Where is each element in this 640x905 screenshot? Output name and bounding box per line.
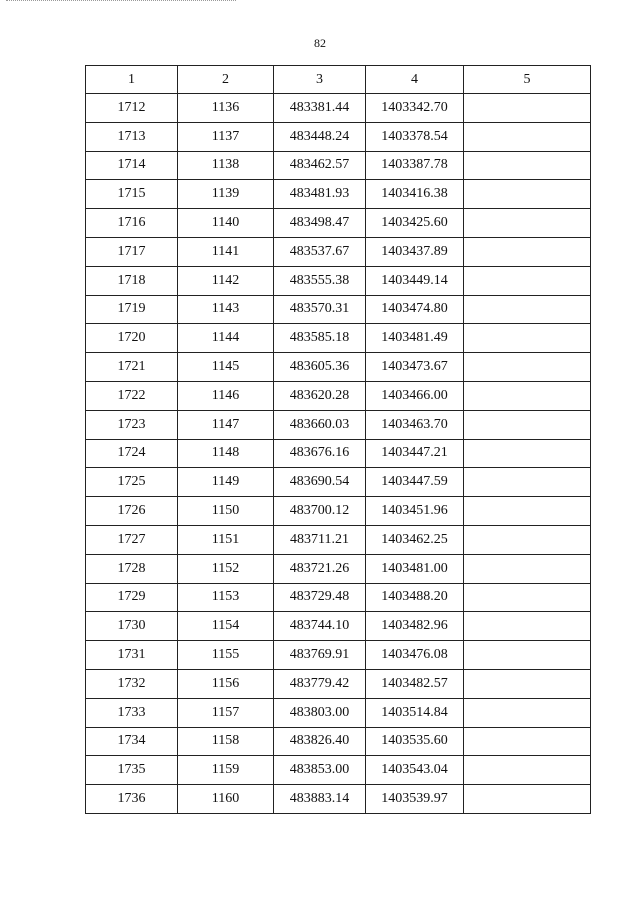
- table-cell: [464, 554, 591, 583]
- table-cell: [464, 612, 591, 641]
- table-cell: [464, 785, 591, 814]
- table-cell: 1732: [86, 669, 178, 698]
- table-cell: 483498.47: [274, 209, 366, 238]
- table-cell: 483537.67: [274, 237, 366, 266]
- table-cell: [464, 266, 591, 295]
- table-cell: 1403447.21: [366, 439, 464, 468]
- table-cell: 1724: [86, 439, 178, 468]
- table-cell: 1403482.57: [366, 669, 464, 698]
- table-cell: 1403535.60: [366, 727, 464, 756]
- table-cell: [464, 583, 591, 612]
- table-cell: 1138: [178, 151, 274, 180]
- table-cell: [464, 151, 591, 180]
- table-row: [86, 554, 591, 583]
- table-cell: 1403466.00: [366, 381, 464, 410]
- table-cell: 1403481.00: [366, 554, 464, 583]
- table-cell: 1154: [178, 612, 274, 641]
- table-cell: 483826.40: [274, 727, 366, 756]
- table-cell: 1403449.14: [366, 266, 464, 295]
- table-row: [86, 698, 591, 727]
- table-cell: 483729.48: [274, 583, 366, 612]
- table-cell: 1403463.70: [366, 410, 464, 439]
- table-cell: [464, 324, 591, 353]
- table-cell: 1403462.25: [366, 525, 464, 554]
- table-cell: 483690.54: [274, 468, 366, 497]
- table-cell: 1403481.49: [366, 324, 464, 353]
- table-cell: [464, 439, 591, 468]
- table-row: [86, 583, 591, 612]
- table-row: [86, 180, 591, 209]
- table-cell: 483803.00: [274, 698, 366, 727]
- table-cell: 483620.28: [274, 381, 366, 410]
- table-cell: 1716: [86, 209, 178, 238]
- table-cell: 1136: [178, 94, 274, 123]
- table-cell: [464, 468, 591, 497]
- table-row: [86, 324, 591, 353]
- table-cell: 1159: [178, 756, 274, 785]
- table-cell: 1719: [86, 295, 178, 324]
- coordinates-table: [85, 65, 591, 814]
- table-cell: 1140: [178, 209, 274, 238]
- table-cell: 1403378.54: [366, 122, 464, 151]
- table-cell: 483700.12: [274, 497, 366, 526]
- table-cell: [464, 727, 591, 756]
- table-cell: 1144: [178, 324, 274, 353]
- table-cell: 483570.31: [274, 295, 366, 324]
- table-cell: [464, 237, 591, 266]
- table-cell: 1717: [86, 237, 178, 266]
- table-row: [86, 94, 591, 123]
- table-cell: 1158: [178, 727, 274, 756]
- table-cell: 1142: [178, 266, 274, 295]
- table-cell: 1713: [86, 122, 178, 151]
- table-cell: 1149: [178, 468, 274, 497]
- table-cell: 483769.91: [274, 641, 366, 670]
- table-cell: 1403482.96: [366, 612, 464, 641]
- table-cell: 1720: [86, 324, 178, 353]
- table-cell: 1718: [86, 266, 178, 295]
- table-cell: 483721.26: [274, 554, 366, 583]
- table-cell: [464, 209, 591, 238]
- table-row: [86, 669, 591, 698]
- table-cell: 1736: [86, 785, 178, 814]
- table-cell: 1148: [178, 439, 274, 468]
- table-cell: 1403342.70: [366, 94, 464, 123]
- table-cell: 1155: [178, 641, 274, 670]
- table-row: [86, 151, 591, 180]
- table-cell: [464, 94, 591, 123]
- table-cell: [464, 641, 591, 670]
- table-cell: 1712: [86, 94, 178, 123]
- column-header: 2: [178, 66, 274, 94]
- table-row: [86, 266, 591, 295]
- table-row: [86, 785, 591, 814]
- table-cell: 483462.57: [274, 151, 366, 180]
- table-row: [86, 641, 591, 670]
- table-cell: [464, 295, 591, 324]
- table-cell: 483660.03: [274, 410, 366, 439]
- table-cell: [464, 381, 591, 410]
- table-cell: 1146: [178, 381, 274, 410]
- table-row: [86, 525, 591, 554]
- table-cell: 1727: [86, 525, 178, 554]
- table-row: [86, 209, 591, 238]
- table-cell: 1403473.67: [366, 353, 464, 382]
- table-cell: [464, 180, 591, 209]
- table-cell: 1403474.80: [366, 295, 464, 324]
- table-cell: 1726: [86, 497, 178, 526]
- table-row: [86, 381, 591, 410]
- table-cell: 1714: [86, 151, 178, 180]
- table-cell: 1725: [86, 468, 178, 497]
- table-cell: 1721: [86, 353, 178, 382]
- table-cell: 1731: [86, 641, 178, 670]
- table-cell: 1403543.04: [366, 756, 464, 785]
- page-number: 82: [314, 36, 326, 50]
- table-row: [86, 122, 591, 151]
- table-cell: 1728: [86, 554, 178, 583]
- table-cell: 1137: [178, 122, 274, 151]
- table-cell: 1141: [178, 237, 274, 266]
- table-header-row: [86, 66, 591, 94]
- table-cell: 483711.21: [274, 525, 366, 554]
- table-cell: 1153: [178, 583, 274, 612]
- table-cell: 1145: [178, 353, 274, 382]
- table-cell: 1735: [86, 756, 178, 785]
- table-cell: 483744.10: [274, 612, 366, 641]
- table-row: [86, 756, 591, 785]
- table-cell: 1403539.97: [366, 785, 464, 814]
- column-header: 4: [366, 66, 464, 94]
- table-row: [86, 410, 591, 439]
- table-cell: 1733: [86, 698, 178, 727]
- column-header: 3: [274, 66, 366, 94]
- table-cell: 1147: [178, 410, 274, 439]
- table-cell: [464, 497, 591, 526]
- table-cell: 1730: [86, 612, 178, 641]
- table-cell: [464, 669, 591, 698]
- table-cell: 483448.24: [274, 122, 366, 151]
- table-cell: 483779.42: [274, 669, 366, 698]
- table-cell: 1403387.78: [366, 151, 464, 180]
- table-row: [86, 612, 591, 641]
- table-body: [86, 94, 591, 814]
- table-cell: [464, 353, 591, 382]
- table-cell: 1722: [86, 381, 178, 410]
- table-cell: 483481.93: [274, 180, 366, 209]
- table-cell: 483585.18: [274, 324, 366, 353]
- table-cell: 483883.14: [274, 785, 366, 814]
- table-cell: 1157: [178, 698, 274, 727]
- table-cell: [464, 698, 591, 727]
- table-cell: 1403514.84: [366, 698, 464, 727]
- table-cell: 483555.38: [274, 266, 366, 295]
- table-cell: 1403425.60: [366, 209, 464, 238]
- table-cell: 1403447.59: [366, 468, 464, 497]
- table-cell: 483605.36: [274, 353, 366, 382]
- table-cell: 1403451.96: [366, 497, 464, 526]
- table-cell: 1160: [178, 785, 274, 814]
- table-cell: 1152: [178, 554, 274, 583]
- table-cell: 1734: [86, 727, 178, 756]
- column-header: 5: [464, 66, 591, 94]
- table-cell: 1151: [178, 525, 274, 554]
- table-cell: 1729: [86, 583, 178, 612]
- table-cell: [464, 756, 591, 785]
- column-header: 1: [86, 66, 178, 94]
- table-cell: 483676.16: [274, 439, 366, 468]
- table-row: [86, 727, 591, 756]
- scan-edge-marks: [6, 0, 236, 4]
- table-cell: 1403437.89: [366, 237, 464, 266]
- table-cell: 483381.44: [274, 94, 366, 123]
- table-cell: 1723: [86, 410, 178, 439]
- table-cell: 1403416.38: [366, 180, 464, 209]
- table-row: [86, 468, 591, 497]
- table-cell: 1143: [178, 295, 274, 324]
- table-cell: 1156: [178, 669, 274, 698]
- table-row: [86, 439, 591, 468]
- table-cell: 1715: [86, 180, 178, 209]
- table-cell: 1139: [178, 180, 274, 209]
- table-row: [86, 353, 591, 382]
- table-cell: 1403476.08: [366, 641, 464, 670]
- table-row: [86, 295, 591, 324]
- table-cell: 483853.00: [274, 756, 366, 785]
- table-row: [86, 237, 591, 266]
- table-cell: [464, 410, 591, 439]
- table-cell: [464, 122, 591, 151]
- table-row: [86, 497, 591, 526]
- table-cell: 1150: [178, 497, 274, 526]
- table-cell: 1403488.20: [366, 583, 464, 612]
- table-cell: [464, 525, 591, 554]
